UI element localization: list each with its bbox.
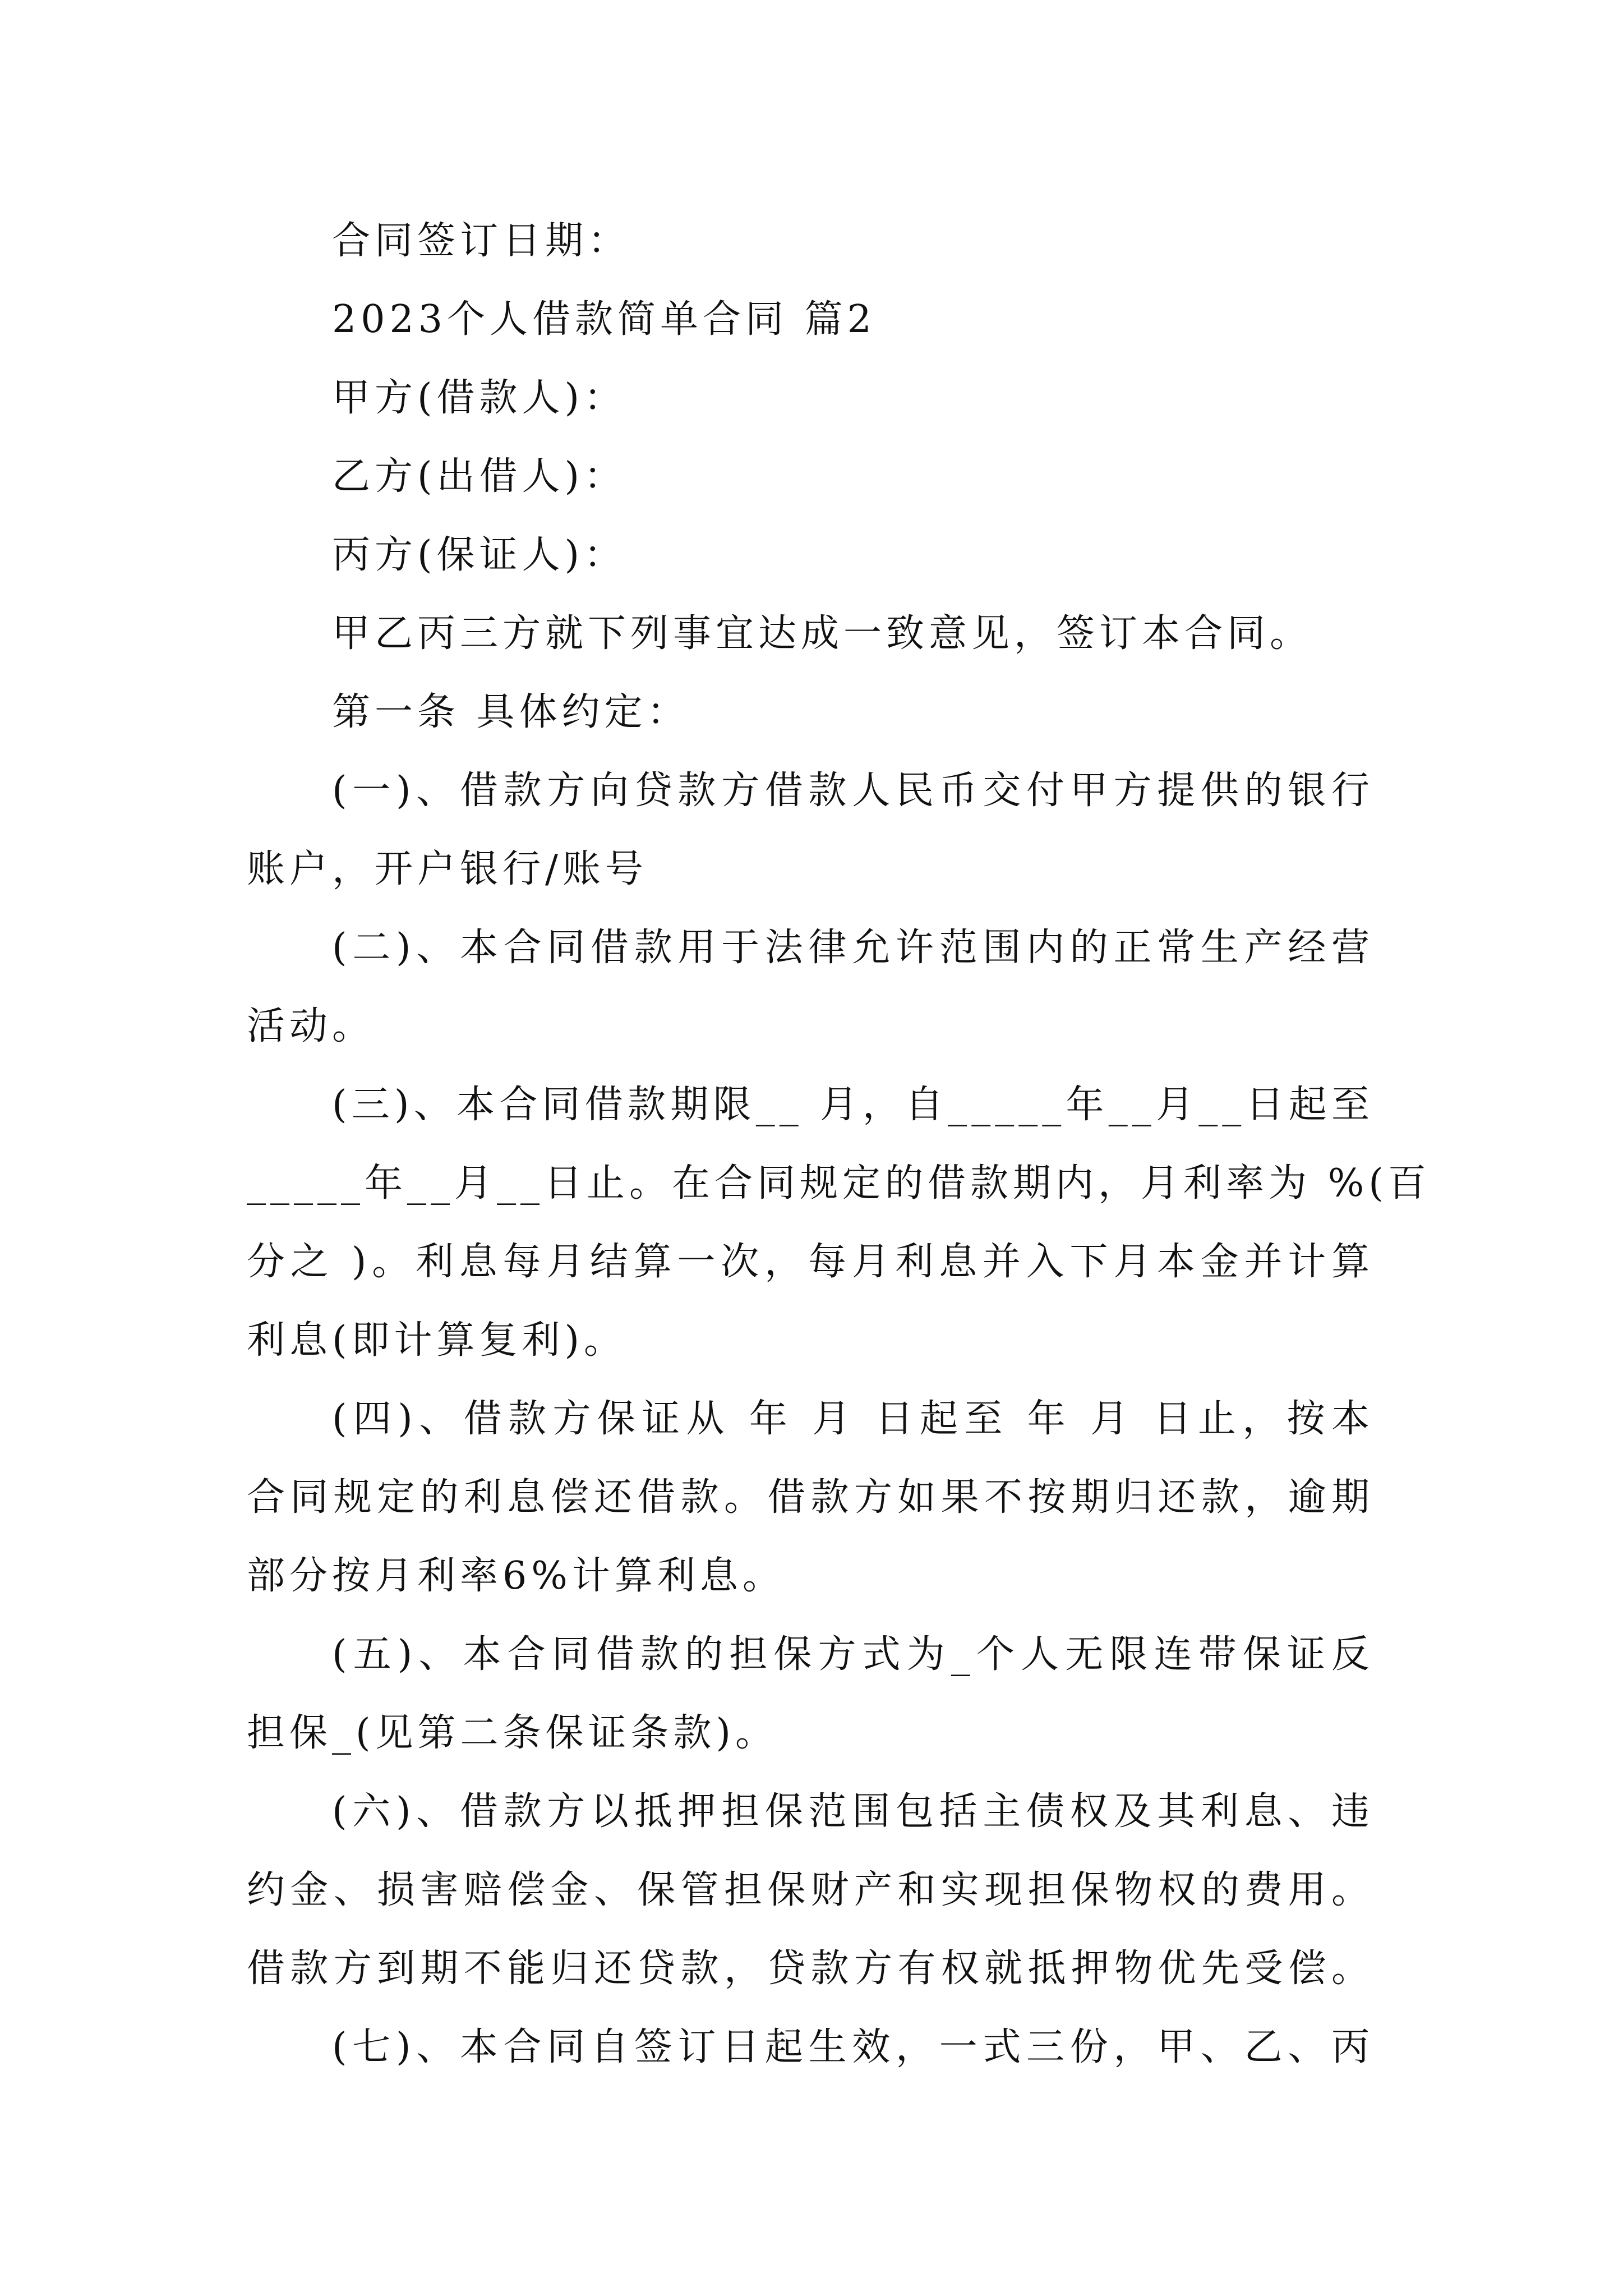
- clause-5-line-1: (五)、本合同借款的担保方式为_个人无限连带保证反: [332, 1632, 1374, 1677]
- party-c-line: 丙方(保证人)：: [332, 533, 627, 577]
- clause-3-line-2: _____年__月__日止。在合同规定的借款期内，月利率为 %(百: [247, 1161, 1431, 1205]
- clause-2-line-2: 活动。: [247, 1004, 375, 1048]
- clause-3-line-1: (三)、本合同借款期限__ 月，自_____年__月__日起至: [332, 1083, 1374, 1127]
- clause-3-line-4: 利息(即计算复利)。: [247, 1318, 627, 1363]
- section-title: 2023个人借款简单合同 篇2: [332, 297, 876, 342]
- article-one-heading: 第一条 具体约定：: [332, 690, 690, 734]
- clause-4-line-2: 合同规定的利息偿还借款。借款方如果不按期归还款，逾期: [247, 1475, 1374, 1520]
- clause-2-line-1: (二)、本合同借款用于法律允许范围内的正常生产经营: [332, 926, 1374, 970]
- signing-date-line: 合同签订日期：: [332, 219, 631, 263]
- clause-7-line-1: (七)、本合同自签订日起生效，一式三份，甲、乙、丙: [332, 2025, 1374, 2069]
- party-a-line: 甲方(借款人)：: [332, 376, 627, 420]
- party-b-line: 乙方(出借人)：: [332, 454, 627, 499]
- clause-4-line-3: 部分按月利率6%计算利息。: [247, 1554, 785, 1598]
- clause-3-line-3: 分之 )。利息每月结算一次，每月利息并入下月本金并计算: [247, 1240, 1374, 1284]
- clause-4-line-1: (四)、借款方保证从 年 月 日起至 年 月 日止，按本: [332, 1397, 1374, 1441]
- clause-1-line-1: (一)、借款方向贷款方借款人民币交付甲方提供的银行: [332, 769, 1374, 813]
- agreement-intro: 甲乙丙三方就下列事宜达成一致意见，签订本合同。: [332, 611, 1313, 656]
- clause-1-line-2: 账户，开户银行/账号: [247, 847, 648, 891]
- clause-6-line-1: (六)、借款方以抵押担保范围包括主债权及其利息、违: [332, 1789, 1374, 1834]
- clause-6-line-3: 借款方到期不能归还贷款，贷款方有权就抵押物优先受偿。: [247, 1947, 1374, 1991]
- document-body: [247, 202, 1431, 2087]
- clause-6-line-2: 约金、损害赔偿金、保管担保财产和实现担保物权的费用。: [247, 1868, 1374, 1912]
- clause-5-line-2: 担保_(见第二条保证条款)。: [247, 1711, 778, 1755]
